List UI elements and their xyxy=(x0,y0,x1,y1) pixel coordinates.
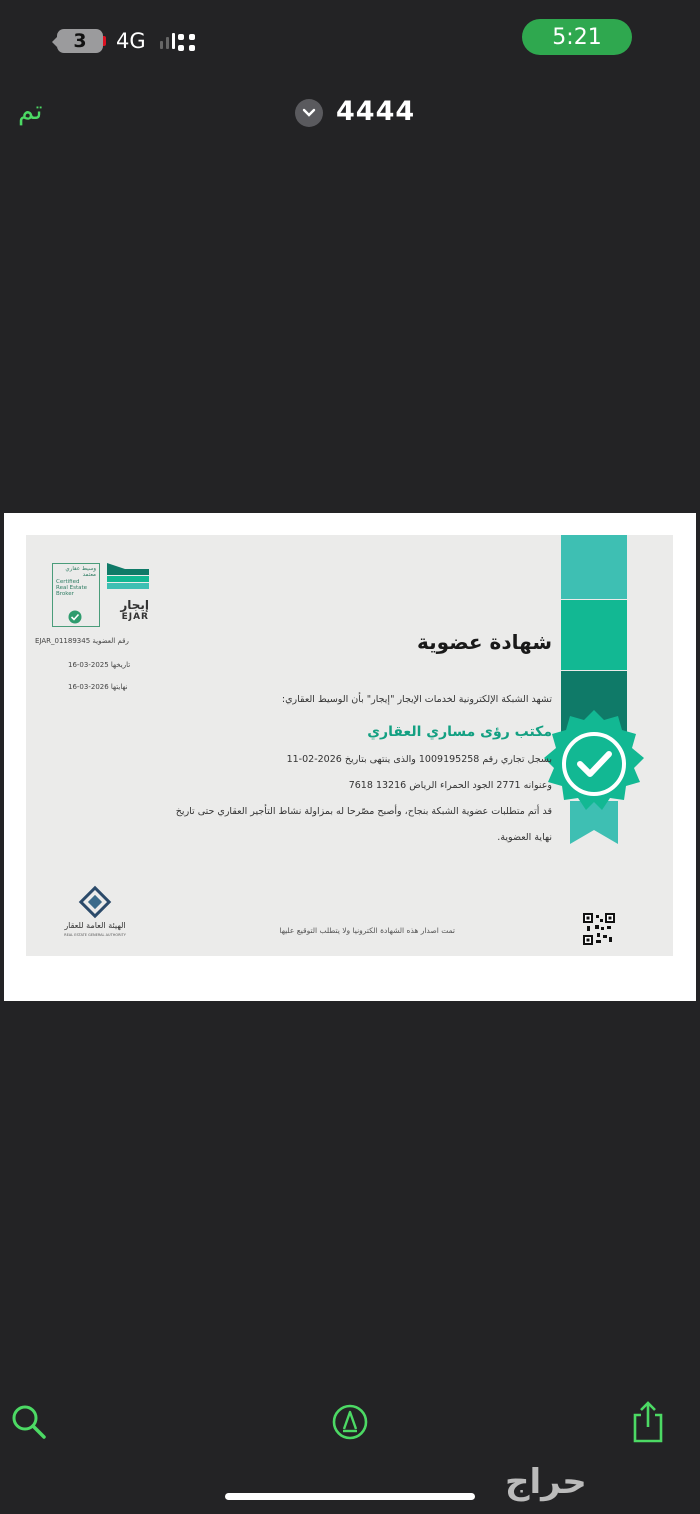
done-button[interactable]: تم xyxy=(18,96,43,126)
ribbon-segment xyxy=(561,535,627,599)
haraj-watermark: حراج xyxy=(505,1462,587,1502)
certificate-line: بسجل تجاري رقم 1009195258 والذى ينتهى بتاريخ 2026-02-11 xyxy=(286,754,552,765)
document-title[interactable]: 4444 xyxy=(336,96,416,127)
certificate-line: قد أتم متطلبات عضوية الشبكة بنجاح، وأصبح مصّرحا له بمزاولة نشاط التأجير العقاري حتى تاريخ xyxy=(175,806,552,817)
battery-indicator: 3 xyxy=(57,29,103,53)
network-type: 4G xyxy=(116,29,146,53)
clock: 5:21 xyxy=(522,19,632,55)
real-estate-authority-logo: الهيئة العامة للعقار REAL ESTATE GENERAL AUTHORITY xyxy=(50,885,140,940)
broker-name: مكتب رؤى مساري العقاري xyxy=(367,724,552,740)
qr-code-icon[interactable] xyxy=(583,913,615,945)
certificate-line: نهاية العضوية. xyxy=(497,832,552,843)
control-center-icon xyxy=(178,34,196,52)
seal-check-icon xyxy=(540,706,648,846)
markup-pen-icon[interactable] xyxy=(331,1403,369,1441)
ejar-mark-icon xyxy=(107,563,149,595)
authority-mark-icon xyxy=(78,885,112,919)
search-icon[interactable] xyxy=(10,1403,48,1441)
issue-date: 16-03-2025 تاريخها xyxy=(68,661,131,669)
certified-broker-badge: وسيط عقاري معتمد Certified Real Estate Broker xyxy=(52,563,100,627)
home-indicator[interactable] xyxy=(225,1493,475,1500)
certificate-footnote: تمت اصدار هذه الشهادة الكترونيا ولا يتطلب التوقيع عليها xyxy=(279,926,455,935)
certificate-intro: تشهد الشبكة الإلكترونية لخدمات الإيجار "إيجار" بأن الوسيط العقاري: xyxy=(281,694,552,705)
membership-number: EJAR_01189345 رقم العضوية xyxy=(35,637,129,645)
ribbon-segment xyxy=(561,600,627,670)
chevron-down-icon[interactable] xyxy=(295,99,323,127)
certificate-title: شهادة عضوية xyxy=(417,630,552,654)
end-date: 16-03-2026 نهايتها xyxy=(68,683,128,691)
share-icon[interactable] xyxy=(630,1400,666,1444)
ejar-logo: إيجار EJAR xyxy=(107,563,149,625)
signal-icon xyxy=(160,33,175,49)
check-circle-icon xyxy=(66,610,84,624)
certificate-line: وعنوانه 2771 الجود الحمراء الرياض 13216 7618 xyxy=(348,780,552,791)
